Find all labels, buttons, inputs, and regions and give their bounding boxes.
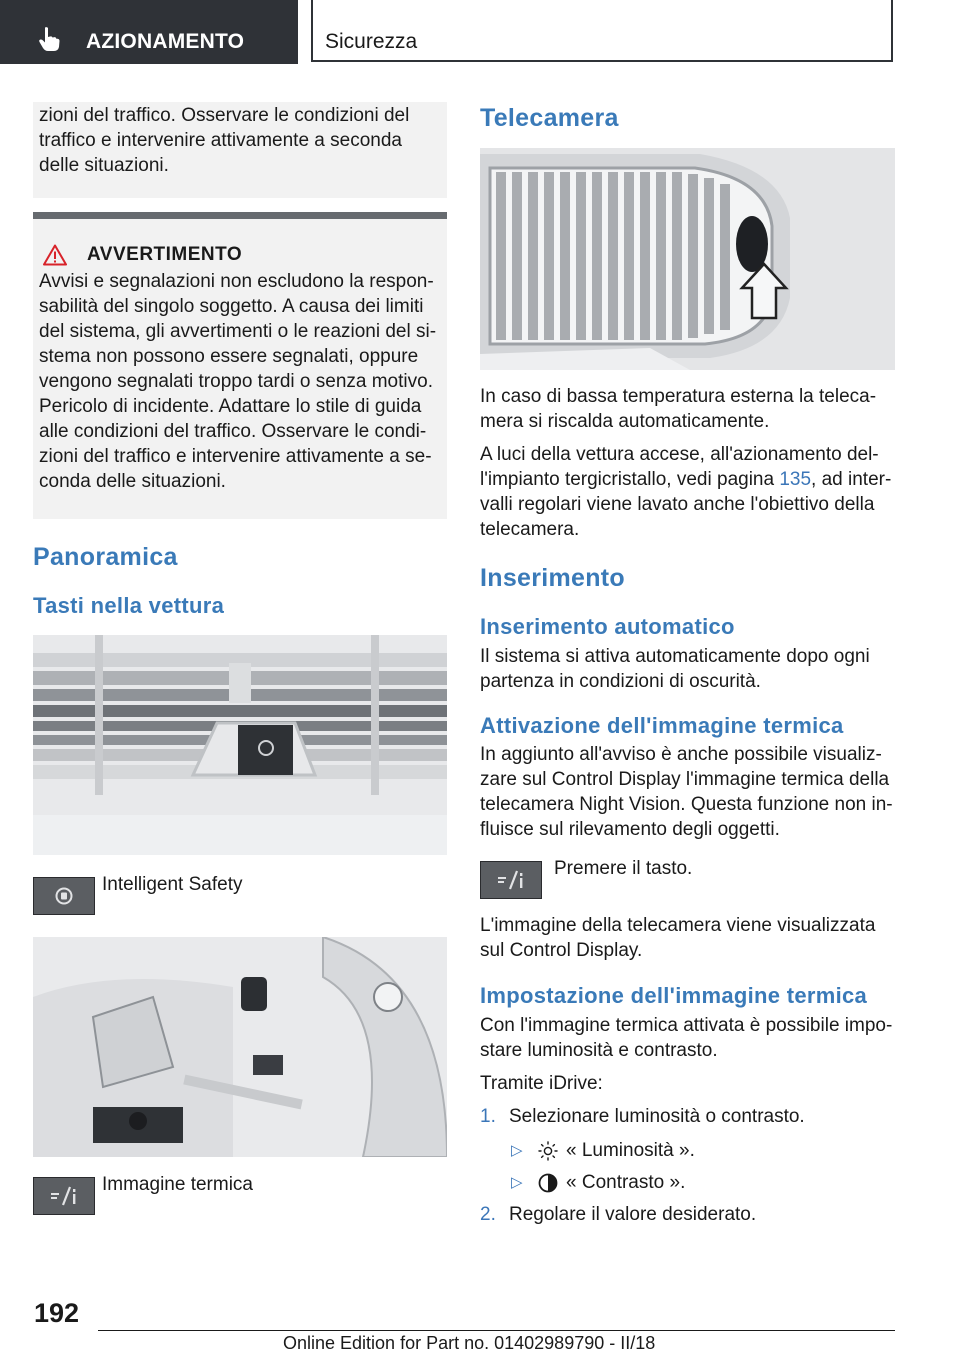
auto-activation-text: Il sistema si attiva automaticamente dopo ogni partenza in condizioni di oscurità. (480, 646, 870, 692)
warning-title: AVVERTIMENTO (87, 244, 243, 265)
suboption-contrast-label: « Contrasto ». (566, 1172, 686, 1193)
section-tab[interactable] (0, 0, 298, 64)
step-item: 1. Selezionare luminosità o contrasto. (480, 1106, 805, 1127)
warning-top-rule (33, 212, 447, 219)
grille-illustration (33, 635, 447, 855)
section-title: AZIONAMENTO (86, 30, 245, 53)
cockpit-photo (33, 937, 447, 1157)
suboption-brightness-label: « Luminosità ». (566, 1140, 695, 1161)
night-vision-icon (494, 869, 528, 891)
camera-paragraph-1: In caso di bassa temperatura esterna la teleca- mera si riscalda automaticamente. (480, 386, 877, 432)
thermal-image-label: Immagine termica (102, 1174, 253, 1195)
display-text: L'immagine della telecamera viene visualizzata sul Control Display. (480, 915, 876, 961)
brightness-icon (536, 1139, 560, 1163)
warning-text: Avvisi e segnalazioni non escludono la respon- sabilità del singolo soggetto. A causa dei limiti del sistema, gli avvertimenti o le reazioni del si- stema non possono essere segnalati, oppure vengono segnalati troppo tardi o senza motivo. Pericolo di incidente. Adattare lo stile di guida alle condizioni del traffico. Osservare le condi- zioni del traffico e intervenire attivamente a se- conda delle situazioni. (39, 271, 437, 492)
heading-buttons: Tasti nella vettura (33, 593, 225, 618)
note-text: zioni del traffico. Osservare le condizioni del traffico e intervenire attivamente a seconda delle situazioni. (39, 105, 410, 176)
right-column (480, 102, 895, 1227)
heading-thermal-settings: Impostazione dell'immagine termica (480, 983, 868, 1008)
intelligent-safety-icon (47, 885, 81, 907)
step-item: 2. Regolare il valore desiderato. (480, 1204, 757, 1225)
chapter-box[interactable] (311, 0, 893, 62)
intelligent-safety-button[interactable] (33, 877, 95, 915)
page-link-135[interactable]: 135 (779, 469, 812, 490)
idrive-text: Tramite iDrive: (480, 1073, 603, 1094)
warning-box (33, 219, 447, 519)
note-box (33, 102, 447, 198)
suboption-list (480, 1138, 895, 1202)
heading-thermal-activation: Attivazione dell'immagine termica (480, 713, 844, 738)
camera-grille-photo (480, 148, 895, 370)
footer-rule (98, 1330, 895, 1331)
warning-triangle-icon (43, 244, 67, 266)
press-button-row (480, 858, 895, 901)
steps-list-continued (480, 1202, 895, 1227)
button-row-thermal-image (33, 1174, 447, 1217)
settings-text: Con l'immagine termica attivata è possibile impo- stare luminosità e contrasto. (480, 1015, 893, 1061)
heading-overview: Panoramica (33, 543, 178, 571)
cockpit-illustration (33, 937, 447, 1157)
thermal-activation-text: In aggiunto all'avviso è anche possibile visualiz- zare sul Control Display l'immagine termica della telecamera Night Vision. Questa funzione non in- fluisce sul rilevamento degli oggetti. (480, 744, 893, 840)
grille-button-photo (33, 635, 447, 855)
press-button-label: Premere il tasto. (554, 858, 693, 879)
heading-auto-activation: Inserimento automatico (480, 614, 735, 639)
left-column (33, 102, 447, 1217)
chapter-title: Sicurezza (325, 30, 418, 53)
steps-list (480, 1104, 895, 1129)
night-vision-icon (47, 1185, 81, 1207)
heading-activation: Inserimento (480, 564, 625, 592)
page-number: 192 (34, 1298, 80, 1328)
warning-title-row (43, 242, 441, 268)
night-vision-button-inline[interactable] (480, 861, 542, 899)
suboption-brightness[interactable]: ▷ « Luminosità ». (511, 1140, 695, 1161)
heading-camera: Telecamera (480, 104, 619, 132)
camera-paragraph-2: A luci della vettura accese, all'azionamento del- l'impianto tergicristallo, vedi pagina 135, ad inter- valli regolari viene lavato anche l'obiettivo della telecamera. (480, 444, 892, 540)
hand-pointer-icon (38, 26, 60, 52)
camera-illustration (480, 148, 895, 370)
intelligent-safety-label: Intelligent Safety (102, 874, 243, 895)
suboption-contrast[interactable]: ▷ « Contrasto ». (511, 1172, 686, 1193)
night-vision-button[interactable] (33, 1177, 95, 1215)
edition-note: Online Edition for Part no. 01402989790 - II/18 (283, 1333, 656, 1353)
button-row-intelligent-safety (33, 874, 447, 917)
contrast-icon (536, 1171, 560, 1195)
